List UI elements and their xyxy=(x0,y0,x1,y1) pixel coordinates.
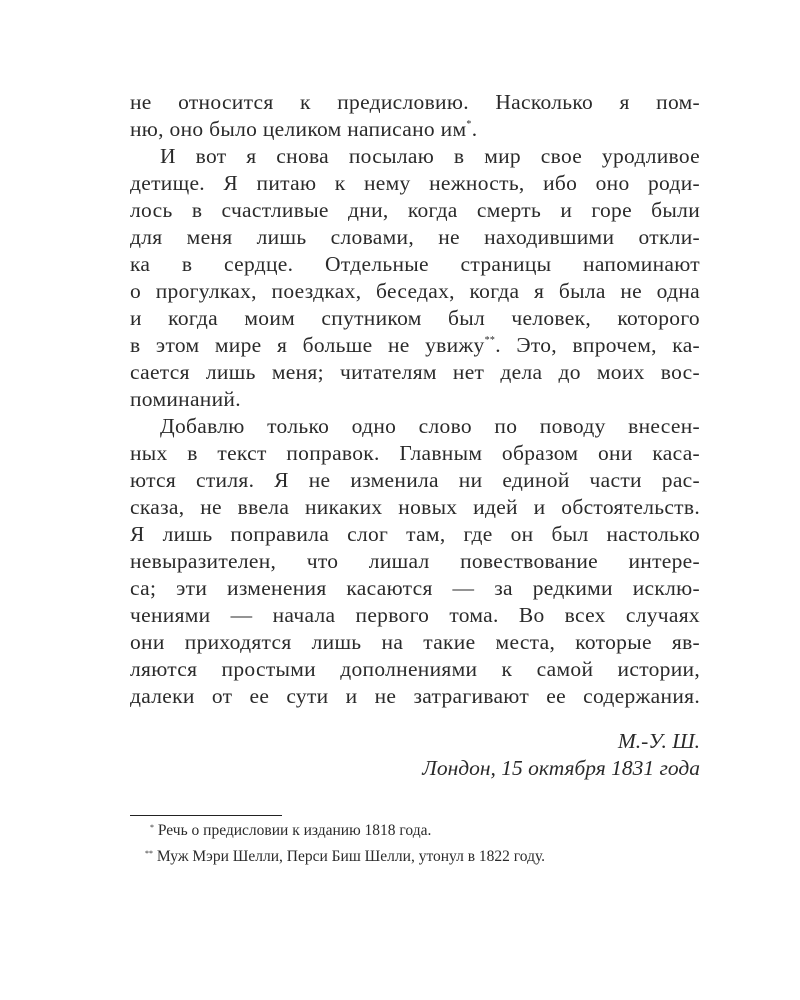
text-line xyxy=(130,332,700,359)
footnote-marker: ** xyxy=(145,849,153,858)
text-line: ляются простыми дополнениями к самой истории, xyxy=(130,657,700,681)
footnote-text: Речь о предисловии к изданию 1818 года. xyxy=(157,822,432,839)
footnote-ref: * xyxy=(466,119,472,130)
text-line: са; эти изменения касаются — за редкими исклю- xyxy=(130,576,700,600)
text-line: сается лишь меня; читателям нет дела до моих вос- xyxy=(130,360,700,384)
text-line: далеки от ее сути и не затрагивают ее содержания. xyxy=(130,684,700,708)
text-line: лось в счастливые дни, когда смерть и горе были xyxy=(130,198,700,222)
text-line: поминаний. xyxy=(130,387,241,411)
text-fragment: . xyxy=(471,117,478,141)
text-line: невыразителен, что лишал повествование интере- xyxy=(130,549,700,573)
text-line: Добавлю только одно слово по поводу внесен- xyxy=(160,414,700,438)
signature-initials: М.-У. Ш. xyxy=(617,729,700,753)
text-line: И вот я снова посылаю в мир свое уродливое xyxy=(160,144,700,168)
text-fragment: ню, оно было целиком написано им xyxy=(130,117,467,141)
signature-place-date: Лондон, 15 октября 1831 года xyxy=(422,756,700,780)
text-line: чениями — начала первого тома. Во всех случаях xyxy=(130,603,700,627)
text-line: о прогулках, поездках, беседах, когда я была не одна xyxy=(130,279,700,303)
footnote-1 xyxy=(150,821,431,841)
footnote-divider xyxy=(130,815,282,816)
text-line: ются стиля. Я не изменила ни единой части рас- xyxy=(130,468,700,492)
text-line: для меня лишь словами, не находившими откли- xyxy=(130,225,700,249)
text-line: они приходятся лишь на такие места, которые яв- xyxy=(130,630,700,654)
text-line: детище. Я питаю к нему нежность, ибо оно роди- xyxy=(130,171,700,195)
text-line xyxy=(130,116,700,143)
text-fragment: . Это, впрочем, ка- xyxy=(495,333,700,357)
text-line: Я лишь поправила слог там, где он был настолько xyxy=(130,522,700,546)
footnote-text: Муж Мэри Шелли, Перси Биш Шелли, утонул в 1822 году. xyxy=(156,848,546,865)
text-line: ка в сердце. Отдельные страницы напоминают xyxy=(130,252,700,276)
body-text xyxy=(130,89,700,710)
text-fragment: в этом мире я больше не увижу xyxy=(130,333,485,357)
text-line: не относится к предисловию. Насколько я пом- xyxy=(130,90,700,114)
footnote-ref: ** xyxy=(484,335,496,346)
footnote-2 xyxy=(145,847,545,867)
text-line: ных в текст поправок. Главным образом они каса- xyxy=(130,441,700,465)
text-line: и когда моим спутником был человек, которого xyxy=(130,306,700,330)
footnote-marker: * xyxy=(150,823,154,832)
text-line: сказа, не ввела никаких новых идей и обстоятельств. xyxy=(130,495,700,519)
